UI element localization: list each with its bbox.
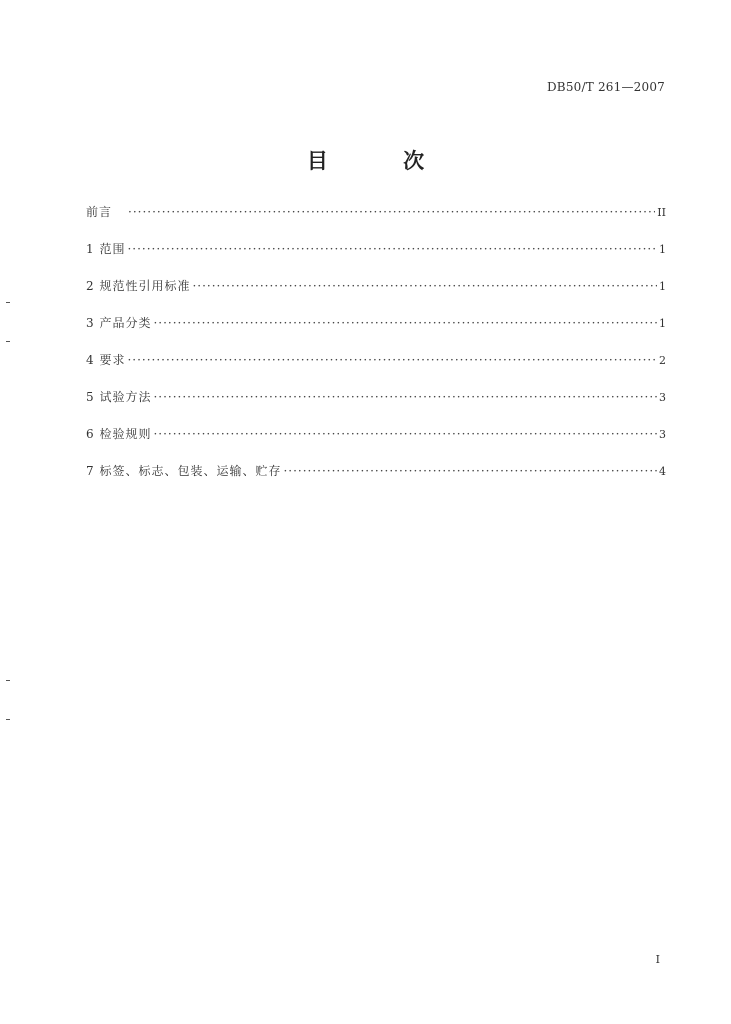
toc-entry-page: 1: [659, 280, 666, 293]
scan-margin-mark: [6, 719, 10, 720]
scan-margin-mark: [6, 302, 10, 303]
toc-dot-leader: [153, 427, 657, 441]
toc-dot-leader: [127, 353, 657, 367]
toc-entry-requirements[interactable]: [86, 351, 666, 388]
toc-entry-label: 前言: [86, 205, 113, 219]
toc-entry-test-methods[interactable]: [86, 388, 666, 425]
toc-entry-page: 1: [659, 243, 666, 256]
toc-entry-scope[interactable]: [86, 240, 666, 277]
toc-entry-page: 3: [659, 391, 666, 404]
toc-entry-labeling-packaging[interactable]: [86, 462, 666, 499]
toc-dot-leader: [127, 242, 657, 256]
table-of-contents: [86, 203, 666, 499]
toc-entry-foreword[interactable]: [86, 203, 666, 240]
toc-entry-label: 7 标签、标志、包装、运输、贮存: [86, 464, 282, 478]
toc-entry-page: 2: [659, 354, 666, 367]
toc-dot-leader: [128, 205, 655, 219]
toc-entry-label: 6 检验规则: [86, 427, 152, 441]
toc-entry-product-classification[interactable]: [86, 314, 666, 351]
scan-margin-mark: [6, 680, 10, 681]
toc-dot-leader: [153, 316, 657, 330]
toc-dot-leader: [153, 390, 657, 404]
page-number: I: [655, 953, 660, 966]
toc-entry-label: 4 要求: [86, 353, 126, 367]
document-code: DB50/T 261—2007: [546, 80, 665, 94]
scan-margin-mark: [6, 341, 10, 342]
toc-entry-page: II: [657, 206, 666, 219]
toc-entry-label: 2 规范性引用标准: [86, 279, 191, 293]
toc-entry-label: 1 范围: [86, 242, 126, 256]
toc-dot-leader: [192, 279, 657, 293]
toc-entry-page: 1: [659, 317, 666, 330]
toc-dot-leader: [283, 464, 657, 478]
toc-entry-inspection-rules[interactable]: [86, 425, 666, 462]
toc-entry-normative-references[interactable]: [86, 277, 666, 314]
toc-entry-page: 4: [659, 465, 666, 478]
toc-title: 目 次: [306, 149, 459, 173]
toc-entry-page: 3: [659, 428, 666, 441]
toc-entry-label: 3 产品分类: [86, 316, 152, 330]
toc-entry-label: 5 试验方法: [86, 390, 152, 404]
